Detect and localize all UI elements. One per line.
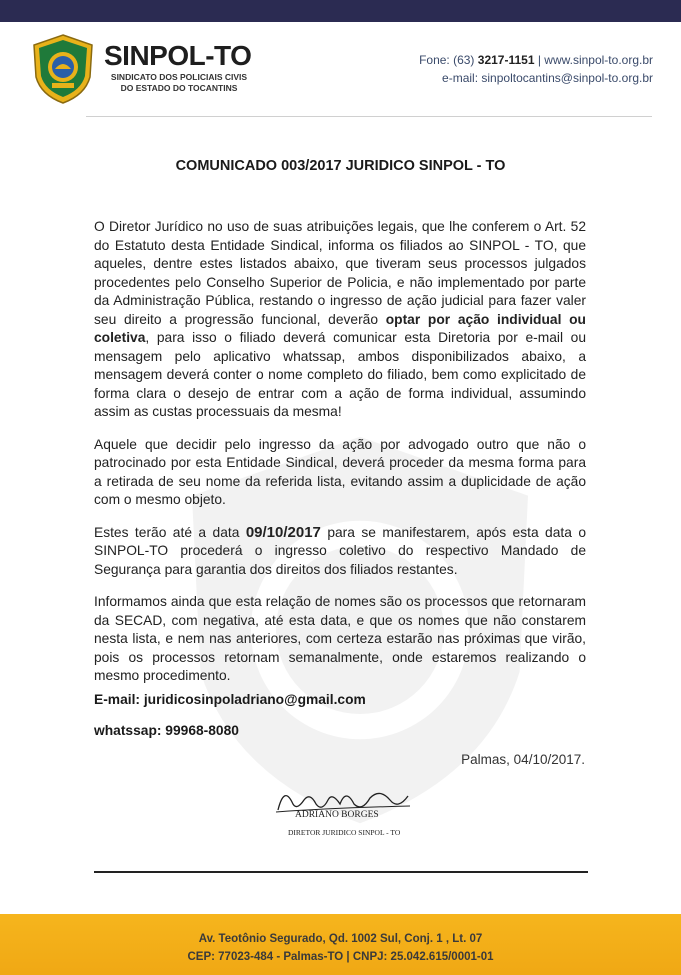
paragraph-2: Aquele que decidir pelo ingresso da ação por advogado outro que não o patrocinado por esta Entidade Sindical, deverá proceder da mesma forma para a retirada de seu nome da referida lista, evitando assim a duplicidade de ação com o mesmo objeto. bbox=[94, 436, 586, 507]
paragraph-1 bbox=[94, 218, 586, 422]
sinpol-logo-icon bbox=[30, 33, 96, 105]
deadline-date: 09/10/2017 bbox=[245, 523, 321, 541]
p1-text-a: O Diretor Jurídico no uso de suas atribuições legais, que lhe conferem o Art. 52 do Estatuto desta Entidade Sindical, informa os filiados ao SINPOL - TO, que aqueles, dentre estes listados abaixo, que tiveram seus processos julgados procedentes pelo Conselho Superior de Policia, e não implementado por parte da Administração Pública, restando o ingresso de ação judicial para fazer valer seu direito a progressão funcional, deverão bbox=[94, 219, 586, 327]
p3-text-b: para se manifestarem, após esta data o SINPOL-TO procederá o ingresso coletivo do respectivo Mandado de Segurança para garantia dos direitos dos filiados restantes. bbox=[94, 524, 587, 577]
p1-text-b: , para isso o filiado deverá comunicar esta Diretoria por e-mail ou mensagem pelo aplicativo whatssap, ambos disponibilizados abaixo, a mensagem deverá conter o nome completo do filiado, bem como explicitado de forma clara o desejo de entrar com a ação de forma individual, assumindo assim as custas processuais da mesma! bbox=[94, 330, 586, 419]
footer-cep: CEP: 77023-484 - Palmas-TO | CNPJ: 25.042.615/0001-01 bbox=[187, 951, 494, 963]
signer-role: DIRETOR JURIDICO SINPOL - TO bbox=[288, 828, 401, 837]
org-name: SINPOL-TO bbox=[104, 40, 252, 71]
phone-number: 3217-1151 bbox=[477, 53, 535, 67]
document-title: COMUNICADO 003/2017 JURIDICO SINPOL - TO bbox=[175, 158, 506, 174]
footer-address: Av. Teotônio Segurado, Qd. 1002 Sul, Conj. 1 , Lt. 07 bbox=[198, 933, 483, 945]
document-body bbox=[94, 218, 586, 700]
paragraph-3 bbox=[94, 524, 586, 580]
top-bar bbox=[0, 0, 681, 22]
p1-bold: optar por ação individual ou coletiva bbox=[94, 311, 586, 345]
website: | www.sinpol-to.org.br bbox=[534, 53, 653, 67]
phone-label: Fone: (63) bbox=[419, 53, 478, 67]
paragraph-4: Informamos ainda que esta relação de nomes são os processos que retornaram da SECAD, com negativa, até esta data, e que os nomes que não constarem nesta lista, e nem nas anteriores, com certeza estarão nas próximas que virão, pois os processos retornam semanalmente, onde estaremos realizando o mesmo procedimento. bbox=[94, 594, 586, 683]
contact-email: E-mail: juridicosinpoladriano@gmail.com bbox=[94, 692, 366, 707]
header-divider bbox=[86, 116, 652, 117]
header-contact bbox=[419, 51, 653, 87]
p3-text-a: Estes terão até a data bbox=[94, 524, 246, 540]
org-full-name bbox=[104, 72, 254, 94]
org-full-line1: SINDICATO DOS POLICIAIS CIVIS bbox=[110, 72, 248, 82]
bottom-divider bbox=[94, 871, 588, 873]
contact-whatsapp: whatssap: 99968-8080 bbox=[94, 723, 239, 738]
org-full-line2: DO ESTADO DO TOCANTINS bbox=[120, 83, 238, 93]
phone-line bbox=[419, 51, 653, 69]
signer-name: ADRIANO BORGES bbox=[295, 810, 379, 820]
email-line: e-mail: sinpoltocantins@sinpol-to.org.br bbox=[442, 71, 653, 85]
place-date: Palmas, 04/10/2017. bbox=[461, 752, 585, 767]
